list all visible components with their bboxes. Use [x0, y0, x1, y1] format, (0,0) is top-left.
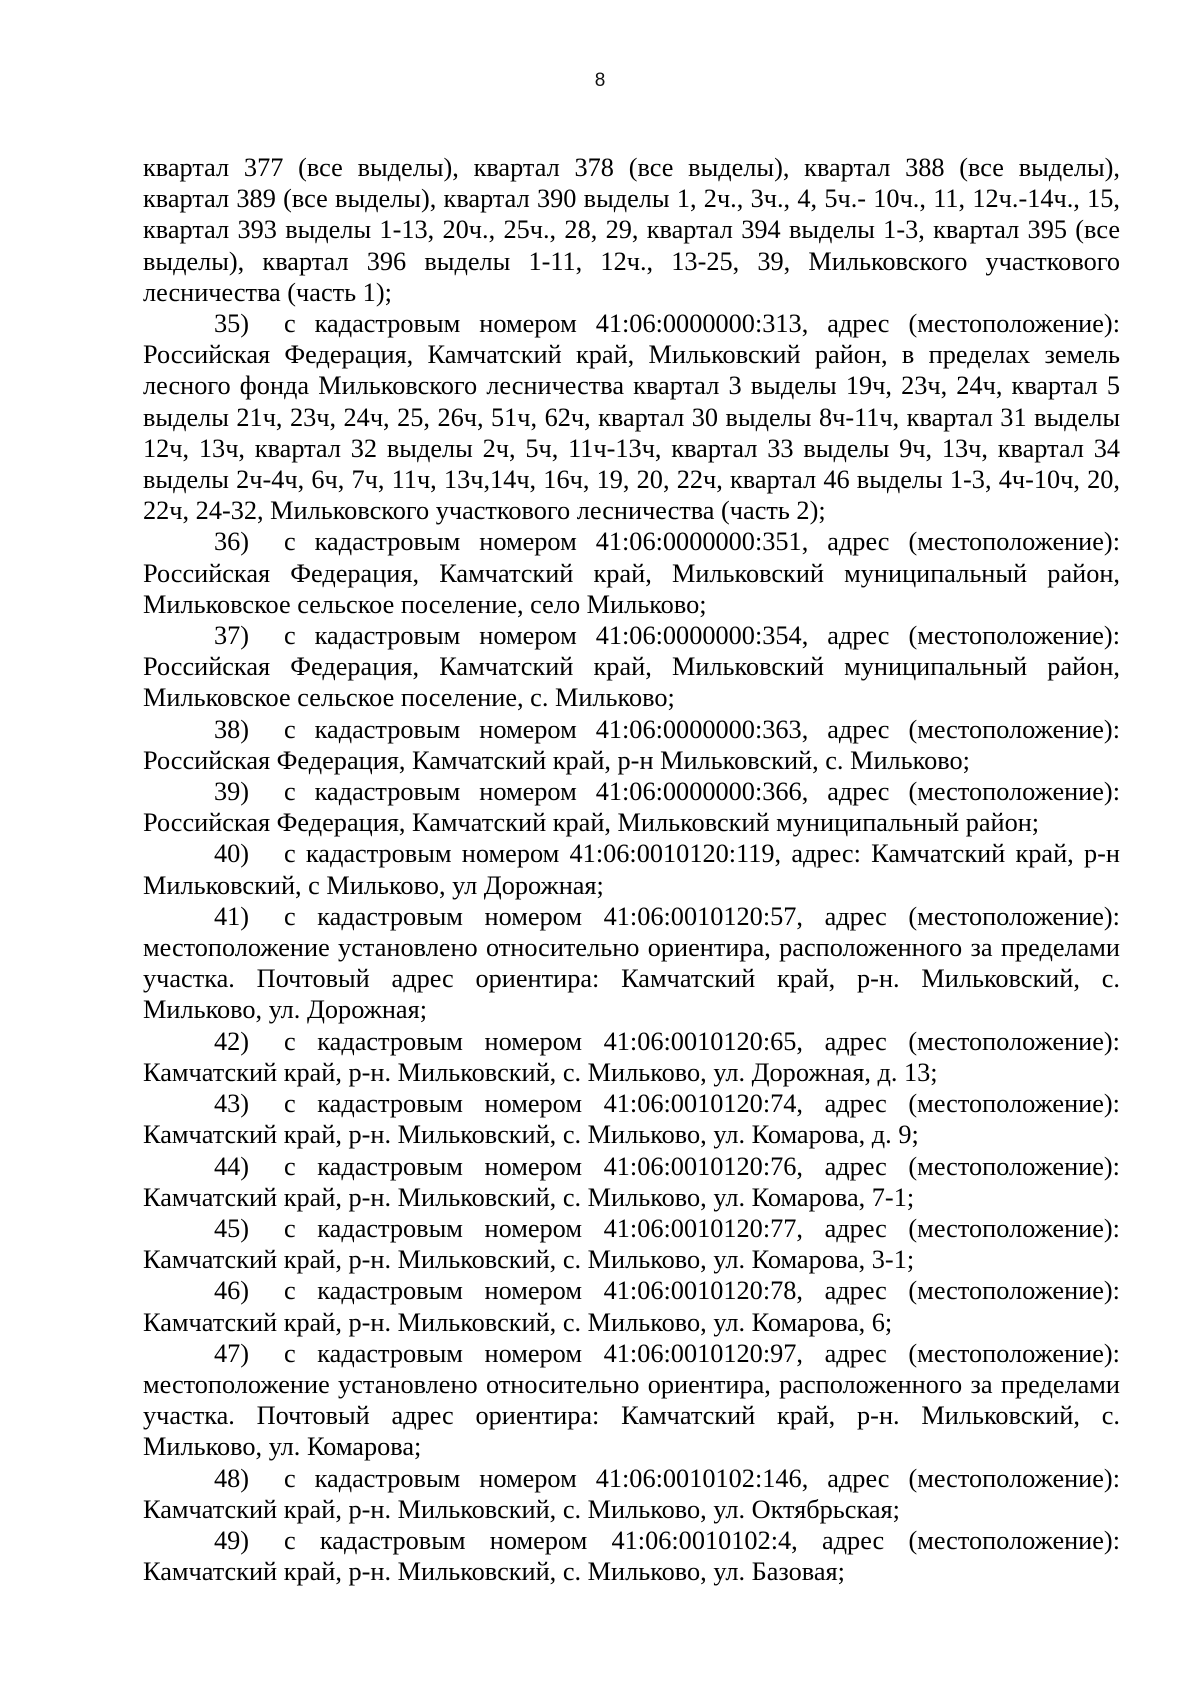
list-item: [143, 1525, 1120, 1587]
item-number: 48): [214, 1463, 250, 1493]
item-number: 43): [214, 1089, 250, 1119]
item-number: 47): [214, 1338, 250, 1368]
item-number: 46): [214, 1276, 250, 1306]
item-number: 49): [214, 1525, 250, 1555]
item-text: с кадастровым номером 41:06:0010120:76, адрес (местоположение): Камчатский край, р-н. Мильковский, с. Мильково, ул. Комарова, 7-1;: [143, 1151, 1120, 1212]
item-text: с кадастровым номером 41:06:0010120:77, адрес (местоположение): Камчатский край, р-н. Мильковский, с. Мильково, ул. Комарова, 3-1;: [143, 1213, 1120, 1275]
page-number: 8: [594, 70, 606, 91]
item-text: с кадастровым номером 41:06:0000000:351, адрес (местоположение): Российская Федерация, Камчатский край, Мильковский муниципальный район, Мильковское сельское поселение, село Мильково;: [143, 527, 1120, 619]
item-number: 42): [214, 1026, 250, 1056]
list-item: [143, 776, 1120, 838]
item-text: с кадастровым номером 41:06:0010102:146, адрес (местоположение): Камчатский край, р-н. Мильковский, с. Мильково, ул. Октябрьская;: [143, 1463, 1120, 1524]
list-item: [143, 1275, 1120, 1337]
list-item: [143, 901, 1120, 1026]
list-item: [143, 526, 1120, 620]
list-item: [143, 1338, 1120, 1463]
list-item: [143, 1213, 1120, 1275]
list-item: [143, 1151, 1120, 1213]
item-number: 41): [214, 901, 250, 931]
item-number: 35): [214, 309, 250, 339]
item-number: 44): [214, 1151, 250, 1181]
list-item: [143, 1463, 1120, 1525]
item-number: 45): [214, 1213, 250, 1243]
item-text: с кадастровым номером 41:06:0010120:97, адрес (местоположение): местоположение установлено относительно ориентира, расположенного за пределами участка. Почтовый адрес ориентира: Камчатский край, р-н. Мильковский, с. Мильково, ул. Комарова;: [143, 1338, 1120, 1462]
item-text: с кадастровым номером 41:06:0000000:354, адрес (местоположение): Российская Федерация, Камчатский край, Мильковский муниципальный район, Мильковское сельское поселение, с. Мильково;: [143, 621, 1120, 713]
item-text: с кадастровым номером 41:06:0010120:65, адрес (местоположение): Камчатский край, р-н. Мильковский, с. Мильково, ул. Дорожная, д. 13;: [143, 1026, 1120, 1087]
continuation-paragraph: квартал 377 (все выделы), квартал 378 (все выделы), квартал 388 (все выделы), квартал 389 (все выделы), квартал 390 выделы 1, 2ч., 3ч., 4, 5ч.- 10ч., 11, 12ч.-14ч., 15, квартал 393 выделы 1-13, 20ч., 25ч., 28, 29, квартал 394 выделы 1-3, квартал 395 (все выделы), квартал 396 выделы 1-11, 12ч., 13-25, 39, Мильковского участкового лесничества (часть 1);: [143, 153, 1120, 307]
item-text: с кадастровым номером 41:06:0000000:366, адрес (местоположение): Российская Федерация, Камчатский край, Мильковский муниципальный район;: [143, 777, 1120, 838]
item-text: с кадастровым номером 41:06:0010120:57, адрес (местоположение): местоположение установлено относительно ориентира, расположенного за пределами участка. Почтовый адрес ориентира: Камчатский край, р-н. Мильковский, с. Мильково, ул. Дорожная;: [143, 901, 1120, 1025]
item-text: с кадастровым номером 41:06:0010120:74, адрес (местоположение): Камчатский край, р-н. Мильковский, с. Мильково, ул. Комарова, д. 9;: [143, 1089, 1120, 1150]
item-text: с кадастровым номером 41:06:0010120:78, адрес (местоположение): Камчатский край, р-н. Мильковский, с. Мильково, ул. Комарова, 6;: [143, 1276, 1120, 1337]
item-number: 39): [214, 777, 250, 807]
list-item: [143, 714, 1120, 776]
item-text: с кадастровым номером 41:06:0010102:4, адрес (местоположение): Камчатский край, р-н. Мильковский, с. Мильково, ул. Базовая;: [143, 1525, 1120, 1587]
list-item: [143, 620, 1120, 714]
item-number: 37): [214, 621, 250, 651]
item-text: с кадастровым номером 41:06:0000000:313, адрес (местоположение): Российская Федерация, Камчатский край, Мильковский район, в пределах земель лесного фонда Мильковского лесничества квартал 3 выделы 19ч, 23ч, 24ч, квартал 5 выделы 21ч, 23ч, 24ч, 25, 26ч, 51ч, 62ч, квартал 30 выделы 8ч-11ч, квартал 31 выделы 12ч, 13ч, квартал 32 выделы 2ч, 5ч, 11ч-13ч, квартал 33 выделы 9ч, 13ч, квартал 34 выделы 2ч-4ч, 6ч, 7ч, 11ч, 13ч,14ч, 16ч, 19, 20, 22ч, квартал 46 выделы 1-3, 4ч-10ч, 20, 22ч, 24-32, Мильковского участкового лесничества (часть 2);: [143, 309, 1120, 526]
item-number: 36): [214, 527, 250, 557]
list-item: [143, 1026, 1120, 1088]
item-number: 40): [214, 839, 250, 869]
item-text: с кадастровым номером 41:06:0000000:363, адрес (местоположение): Российская Федерация, Камчатский край, р-н Мильковский, с. Мильково;: [143, 714, 1120, 775]
list-item: [143, 308, 1120, 526]
document-body: [143, 152, 1120, 1587]
item-text: с кадастровым номером 41:06:0010120:119, адрес: Камчатский край, р-н Мильковский, с Мильково, ул Дорожная;: [143, 839, 1120, 900]
list-item: [143, 1088, 1120, 1150]
item-number: 38): [214, 714, 250, 744]
list-item: [143, 838, 1120, 900]
